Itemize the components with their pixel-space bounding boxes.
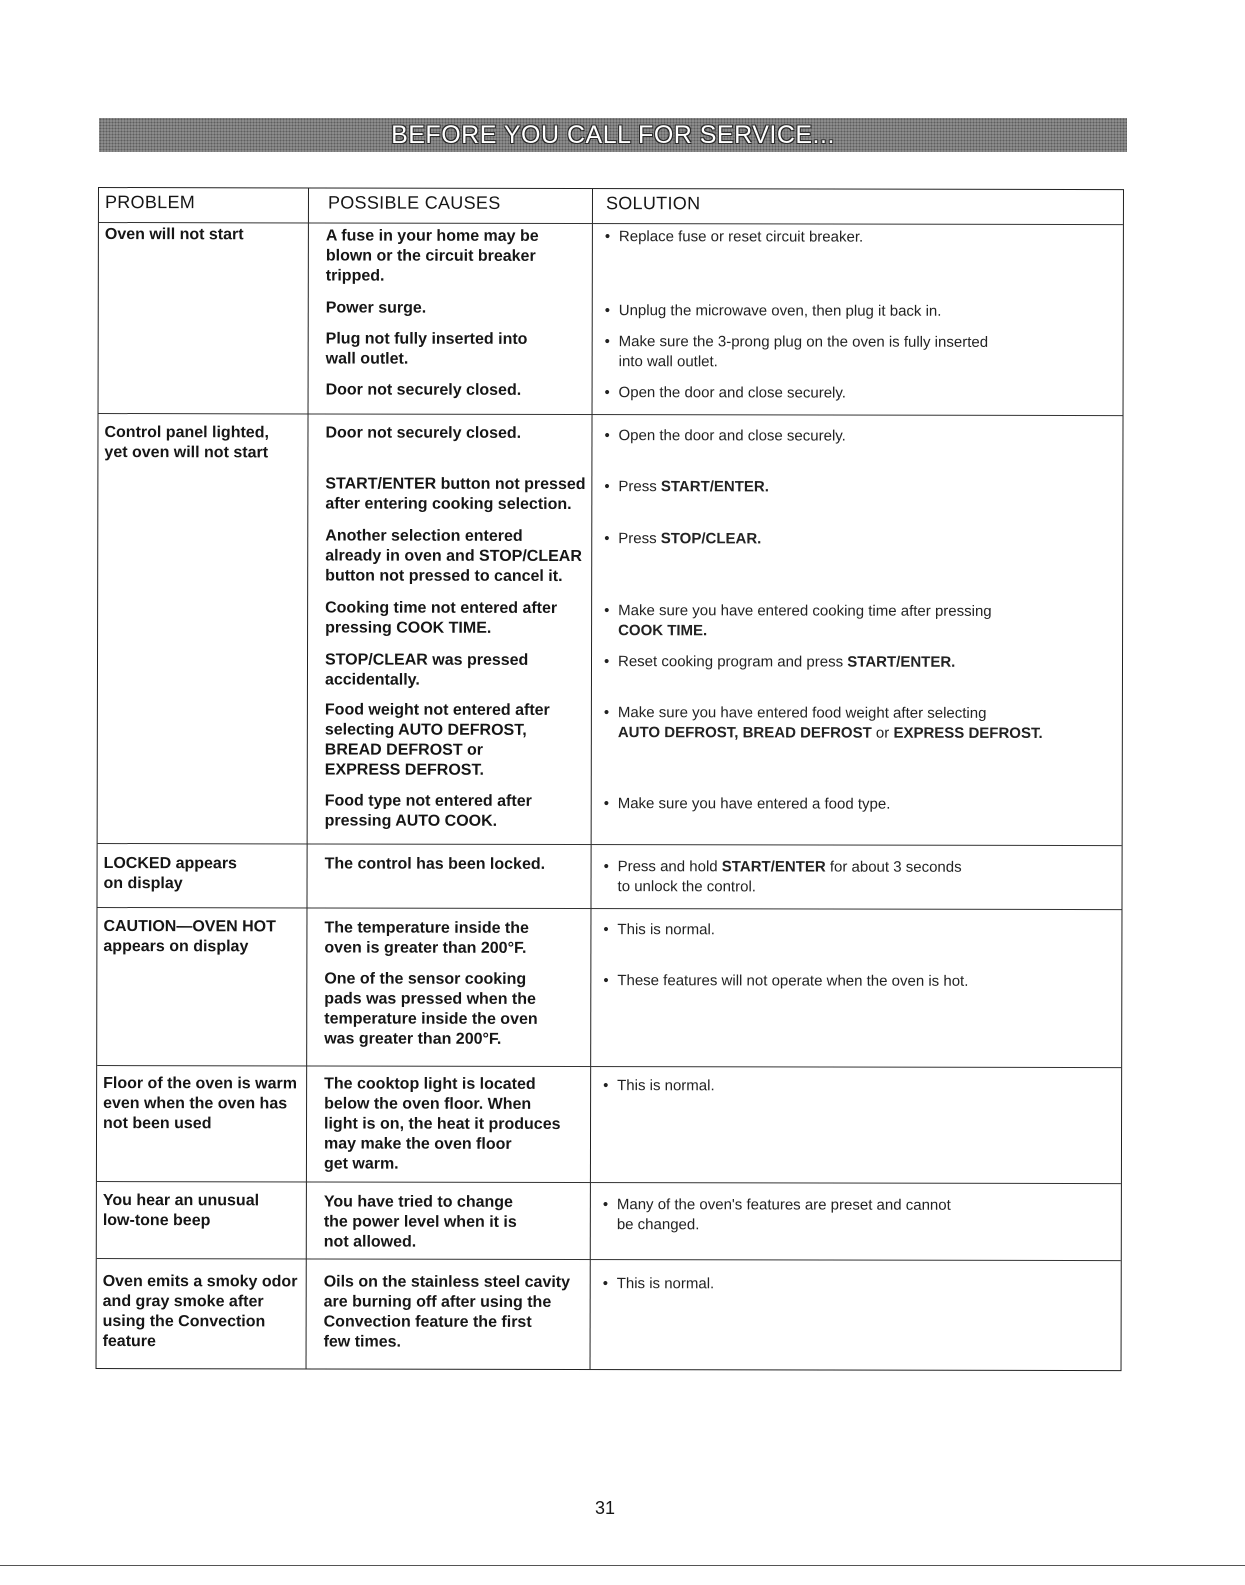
solution-keyword: STOP/CLEAR. [660,530,762,548]
cause-cell: One of the sensor cooking pads was pressed when the temperature inside the oven was greater than 200°F. [324,970,538,1048]
solution-cell [604,227,864,307]
solution-text: Make sure you have entered a food type. [617,795,891,813]
solution-text: Press [618,478,661,496]
problem-cell: Control panel lighted, yet oven will not start [104,424,269,462]
bullet-icon: • [604,384,610,402]
cause-cell: You have tried to change the power level when it is not allowed. [323,1193,517,1251]
column-divider-2 [590,189,593,1369]
header-divider [99,222,1123,225]
solution-text: Many of the oven's features are preset and cannot be changed. [616,1196,951,1234]
cause-cell: Food type not entered after pressing AUTO COOK. [324,792,532,830]
bullet-icon: • [603,704,610,722]
row-divider-4 [97,1065,1121,1068]
bullet-icon: • [604,228,611,246]
header-problem: PROBLEM [104,192,196,213]
page-title: BEFORE YOU CALL FOR SERVICE... [391,120,835,149]
solution-text: for about 3 seconds [825,858,962,876]
bullet-icon: • [603,795,609,813]
solution-text: or [871,724,894,742]
solution-cell [603,1076,715,1156]
bullet-icon: • [602,1196,609,1214]
cause-cell: STOP/CLEAR was pressed accidentally. [324,651,529,689]
solution-text: Reset cooking program and press [617,653,848,671]
solution-keyword: COOK TIME. [618,622,708,640]
bullet-icon: • [604,530,610,548]
bullet-icon: • [604,478,610,496]
cause-cell: A fuse in your home may be blown or the circuit breaker tripped. [325,227,539,285]
cause-cell: Door not securely closed. [325,424,522,442]
cause-cell: Door not securely closed. [325,381,522,399]
bullet-icon: • [604,427,610,445]
problem-cell: Oven emits a smoky odor and gray smoke after using the Convection feature [102,1273,298,1351]
bullet-icon: • [604,602,610,620]
cause-cell: Power surge. [325,299,427,317]
page-number: 31 [595,1498,616,1518]
solution-text: to unlock the control. [617,878,756,896]
solution-text: This is normal. [616,1275,715,1293]
bullet-icon: • [604,302,611,320]
solution-text: These features will not operate when the oven is hot. [617,972,969,990]
bullet-icon: • [604,333,610,351]
solution-keyword: START/ENTER. [847,653,956,671]
cause-cell: The control has been locked. [324,855,546,873]
bullet-icon: • [603,1077,609,1095]
problem-cell: CAUTION—OVEN HOT appears on display [103,918,276,956]
solution-text: Open the door and close securely. [618,427,846,445]
solution-keyword: START/ENTER. [660,478,769,496]
solution-cell [603,703,1043,783]
footer-rule [0,1565,1245,1566]
cause-cell: Cooking time not entered after pressing COOK TIME. [325,599,558,637]
solution-cell [603,971,969,1051]
solution-keyword: START/ENTER [721,858,826,876]
problem-cell: LOCKED appears on display [103,855,237,893]
cause-cell: The cooktop light is located below the oven floor. When light is on, the heat it produces may make the oven floor get warm. [323,1075,561,1173]
solution-text: Unplug the microwave oven, then plug it back in. [618,302,942,320]
bullet-icon: • [603,858,609,876]
header-possible-causes: POSSIBLE CAUSES [327,192,501,213]
solution-text: Open the door and close securely. [618,384,846,402]
cause-cell: START/ENTER button not pressed after entering cooking selection. [325,475,586,513]
solution-text: Make sure you have entered food weight after selecting [617,704,987,722]
problem-cell: Floor of the oven is warm even when the oven has not been used [103,1075,297,1133]
cause-cell: Food weight not entered after selecting AUTO DEFROST, BREAD DEFROST or EXPRESS DEFROST. [324,701,550,779]
cause-cell: Another selection entered already in oven and STOP/CLEAR button not pressed to cancel it. [325,527,582,585]
solution-text: Replace fuse or reset circuit breaker. [618,228,864,246]
cause-cell: Oils on the stainless steel cavity are burning off after using the Convection feature the first few times. [323,1273,571,1351]
solution-text: Make sure you have entered cooking time after pressing [618,602,992,620]
problem-cell: You hear an unusual low-tone beep [102,1192,260,1230]
row-divider-5 [97,1181,1121,1184]
cause-cell: Plug not fully inserted into wall outlet. [325,330,528,368]
solution-text: Press and hold [617,858,722,876]
bullet-icon: • [602,1275,608,1293]
solution-cell [604,529,762,609]
solution-text: This is normal. [617,921,715,939]
header-solution: SOLUTION [605,193,701,214]
bullet-icon: • [603,653,610,671]
solution-text: Make sure the 3-prong plug on the oven is fully inserted into wall outlet. [618,333,989,371]
column-divider-1 [306,188,309,1368]
solution-text: Press [618,530,661,548]
solution-cell [602,1195,951,1275]
cause-cell: The temperature inside the oven is greater than 200°F. [324,919,529,957]
solution-text: This is normal. [617,1077,715,1095]
problem-cell: Oven will not start [104,226,244,244]
bullet-icon: • [603,921,609,939]
title-banner [99,118,1127,152]
troubleshooting-table [96,187,1124,1371]
solution-keyword: AUTO DEFROST, BREAD DEFROST [617,724,872,742]
bullet-icon: • [603,972,609,990]
solution-keyword: EXPRESS DEFROST. [893,724,1043,742]
solution-cell [602,1274,715,1354]
